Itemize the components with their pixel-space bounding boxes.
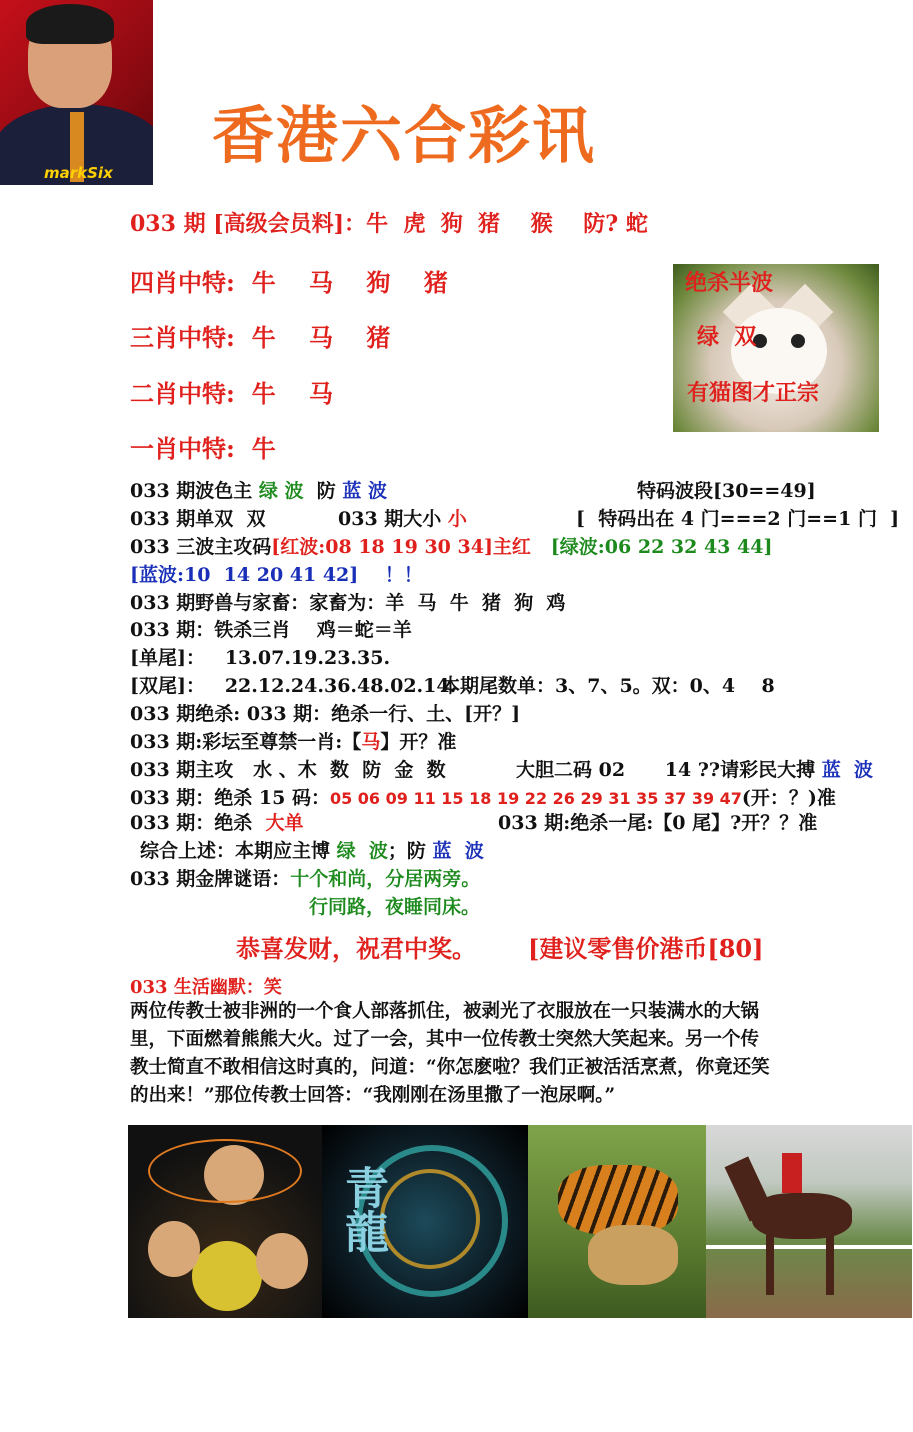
kill-element-row: 033 期绝杀: 033 期：绝杀一行、土、[开？] <box>130 703 521 725</box>
bold-two-codes-row <box>516 755 873 782</box>
racehorse-image <box>706 1125 912 1318</box>
summary-row <box>140 836 484 863</box>
hamsters-image <box>128 1125 322 1318</box>
three-wave-row <box>130 532 772 559</box>
one-zodiac-line <box>130 429 276 464</box>
premium-line <box>130 207 648 238</box>
congrats-text: 恭喜发财，祝君中奖。 <box>236 934 476 963</box>
cat-text-line3: 有猫图才正宗 <box>687 380 820 406</box>
big-small-row <box>338 504 467 531</box>
kill-three-row: 033 期：铁杀三肖 鸡＝蛇＝羊 <box>130 619 412 641</box>
retail-price: [建议零售价港币[80] <box>528 934 764 963</box>
odd-tail-row: [单尾]： 13.07.19.23.35. <box>130 647 391 669</box>
header-portrait-image <box>0 0 153 185</box>
special-door: [ 特码出在 4 门===2 门==1 门 ] <box>576 508 900 530</box>
cat-text-line2: 绿 双 <box>697 324 757 350</box>
kill-15-row <box>130 783 836 810</box>
kill-15-suffix: (开：？)准 <box>741 787 836 809</box>
summary-green: 绿 波 <box>336 840 388 862</box>
humor-body <box>130 998 880 1110</box>
green-wave-numbers: [绿波:06 22 32 43 44] <box>550 536 773 558</box>
three-zodiac-line <box>130 318 390 353</box>
wave-color-label: 033 期波色主 <box>130 480 259 502</box>
humor-title: 033 生活幽默：笑 <box>130 977 282 998</box>
two-zodiac-line <box>130 374 333 409</box>
one-zodiac-label: 一肖中特: <box>130 434 235 463</box>
two-zodiac-values: 牛 马 <box>251 379 333 408</box>
blue-wave-numbers: [蓝波:10 14 20 41 42] <box>130 564 359 586</box>
cat-text-line1: 绝杀半波 <box>685 270 774 296</box>
humor-line: 两位传教士被非洲的一个食人部落抓住，被剥光了衣服放在一只装满水的大锅 <box>130 1001 760 1022</box>
big-small-label: 033 期大小 <box>338 508 448 530</box>
kill-big-odd-label: 033 期：绝杀 <box>130 812 266 834</box>
three-zodiac-label: 三肖中特: <box>130 323 235 352</box>
beast-livestock-row: 033 期野兽与家畜：家畜为：羊 马 牛 猪 狗 鸡 <box>130 592 566 614</box>
humor-line: 里，下面燃着熊熊大火。过了一会，其中一位传教士突然大笑起来。另一个传 <box>130 1029 760 1050</box>
four-zodiac-line <box>130 263 448 298</box>
four-zodiac-label: 四肖中特: <box>130 268 235 297</box>
red-wave-numbers: [红波:08 18 19 30 34]主红 <box>271 536 531 558</box>
page-title: 香港六合彩讯 <box>212 99 597 172</box>
ban-zodiac-value: 马 <box>361 731 381 753</box>
riddle-line1: 十个和尚，分居两旁。 <box>290 868 481 890</box>
riddle-row <box>130 864 480 891</box>
cat-image <box>673 264 879 432</box>
bold-two-codes-wave: 蓝 波 <box>821 759 873 781</box>
main-attack-row: 033 期主攻 水 、木 数 防 金 数 <box>130 759 446 781</box>
summary-blue: 蓝 波 <box>432 840 484 862</box>
tiger-lion-image <box>528 1125 706 1318</box>
ban-zodiac-row <box>130 727 456 754</box>
summary-label: 综合上述：本期应主博 <box>140 840 337 862</box>
dragon-text: 青龍 <box>337 1165 388 1253</box>
kill-big-odd-value: 大单 <box>265 812 304 834</box>
three-zodiac-values: 牛 马 猪 <box>251 323 391 352</box>
summary-defend: ；防 <box>387 840 433 862</box>
blue-wave-text: 蓝 波 <box>342 480 387 502</box>
dragon-image <box>322 1125 528 1318</box>
kill-15-label: 033 期：绝杀 15 码： <box>130 787 330 809</box>
one-zodiac-values: 牛 <box>251 434 276 463</box>
odd-even-row: 033 期单双 双 <box>130 508 266 530</box>
tail-count-row: 本期尾数单：3、7、5。双：0、4 8 <box>441 675 775 697</box>
exclamation-mark: ！！ <box>384 564 423 586</box>
green-wave-text: 绿 波 <box>258 480 304 502</box>
even-tail-row: [双尾]： 22.12.24.36.48.02.14. <box>130 675 457 697</box>
kill-big-odd-row <box>130 808 304 835</box>
three-wave-label: 033 三波主攻码 <box>130 536 272 558</box>
two-zodiac-label: 二肖中特: <box>130 379 235 408</box>
riddle-line2: 行同路，夜睡同床。 <box>309 896 481 918</box>
four-zodiac-values: 牛 马 狗 猪 <box>251 268 448 297</box>
wave-color-row <box>130 476 387 503</box>
ban-zodiac-suffix: 】开？准 <box>380 731 457 753</box>
premium-prefix: 033 期 [高级会员料]： <box>130 211 367 237</box>
kill-15-numbers: 05 06 09 11 15 18 19 22 26 29 31 35 37 39 47 <box>329 789 742 808</box>
small-value: 小 <box>447 508 467 530</box>
kill-tail-row: 033 期:绝杀一尾:【0 尾】?开？？准 <box>498 812 818 834</box>
bold-two-codes-text: 大胆二码 02 14 ??请彩民大搏 <box>516 759 816 781</box>
riddle-label: 033 期金牌谜语： <box>130 868 291 890</box>
blue-wave-row <box>130 560 423 587</box>
defend-label: 防 <box>303 480 343 502</box>
ban-zodiac-label: 033 期:彩坛至尊禁一肖:【 <box>130 731 362 753</box>
humor-line: 的出来！”那位传教士回答：“我刚刚在汤里撒了一泡尿啊。” <box>130 1085 616 1106</box>
marksix-logo: markSix <box>44 164 113 182</box>
humor-line: 教士简直不敢相信这时真的，问道：“你怎麽啦？我们正被活活烹煮，你竟还笑 <box>130 1057 770 1078</box>
special-range: 特码波段[30==49] <box>637 480 816 502</box>
premium-zodiacs: 牛 虎 狗 猪 猴 防? 蛇 <box>366 211 648 237</box>
